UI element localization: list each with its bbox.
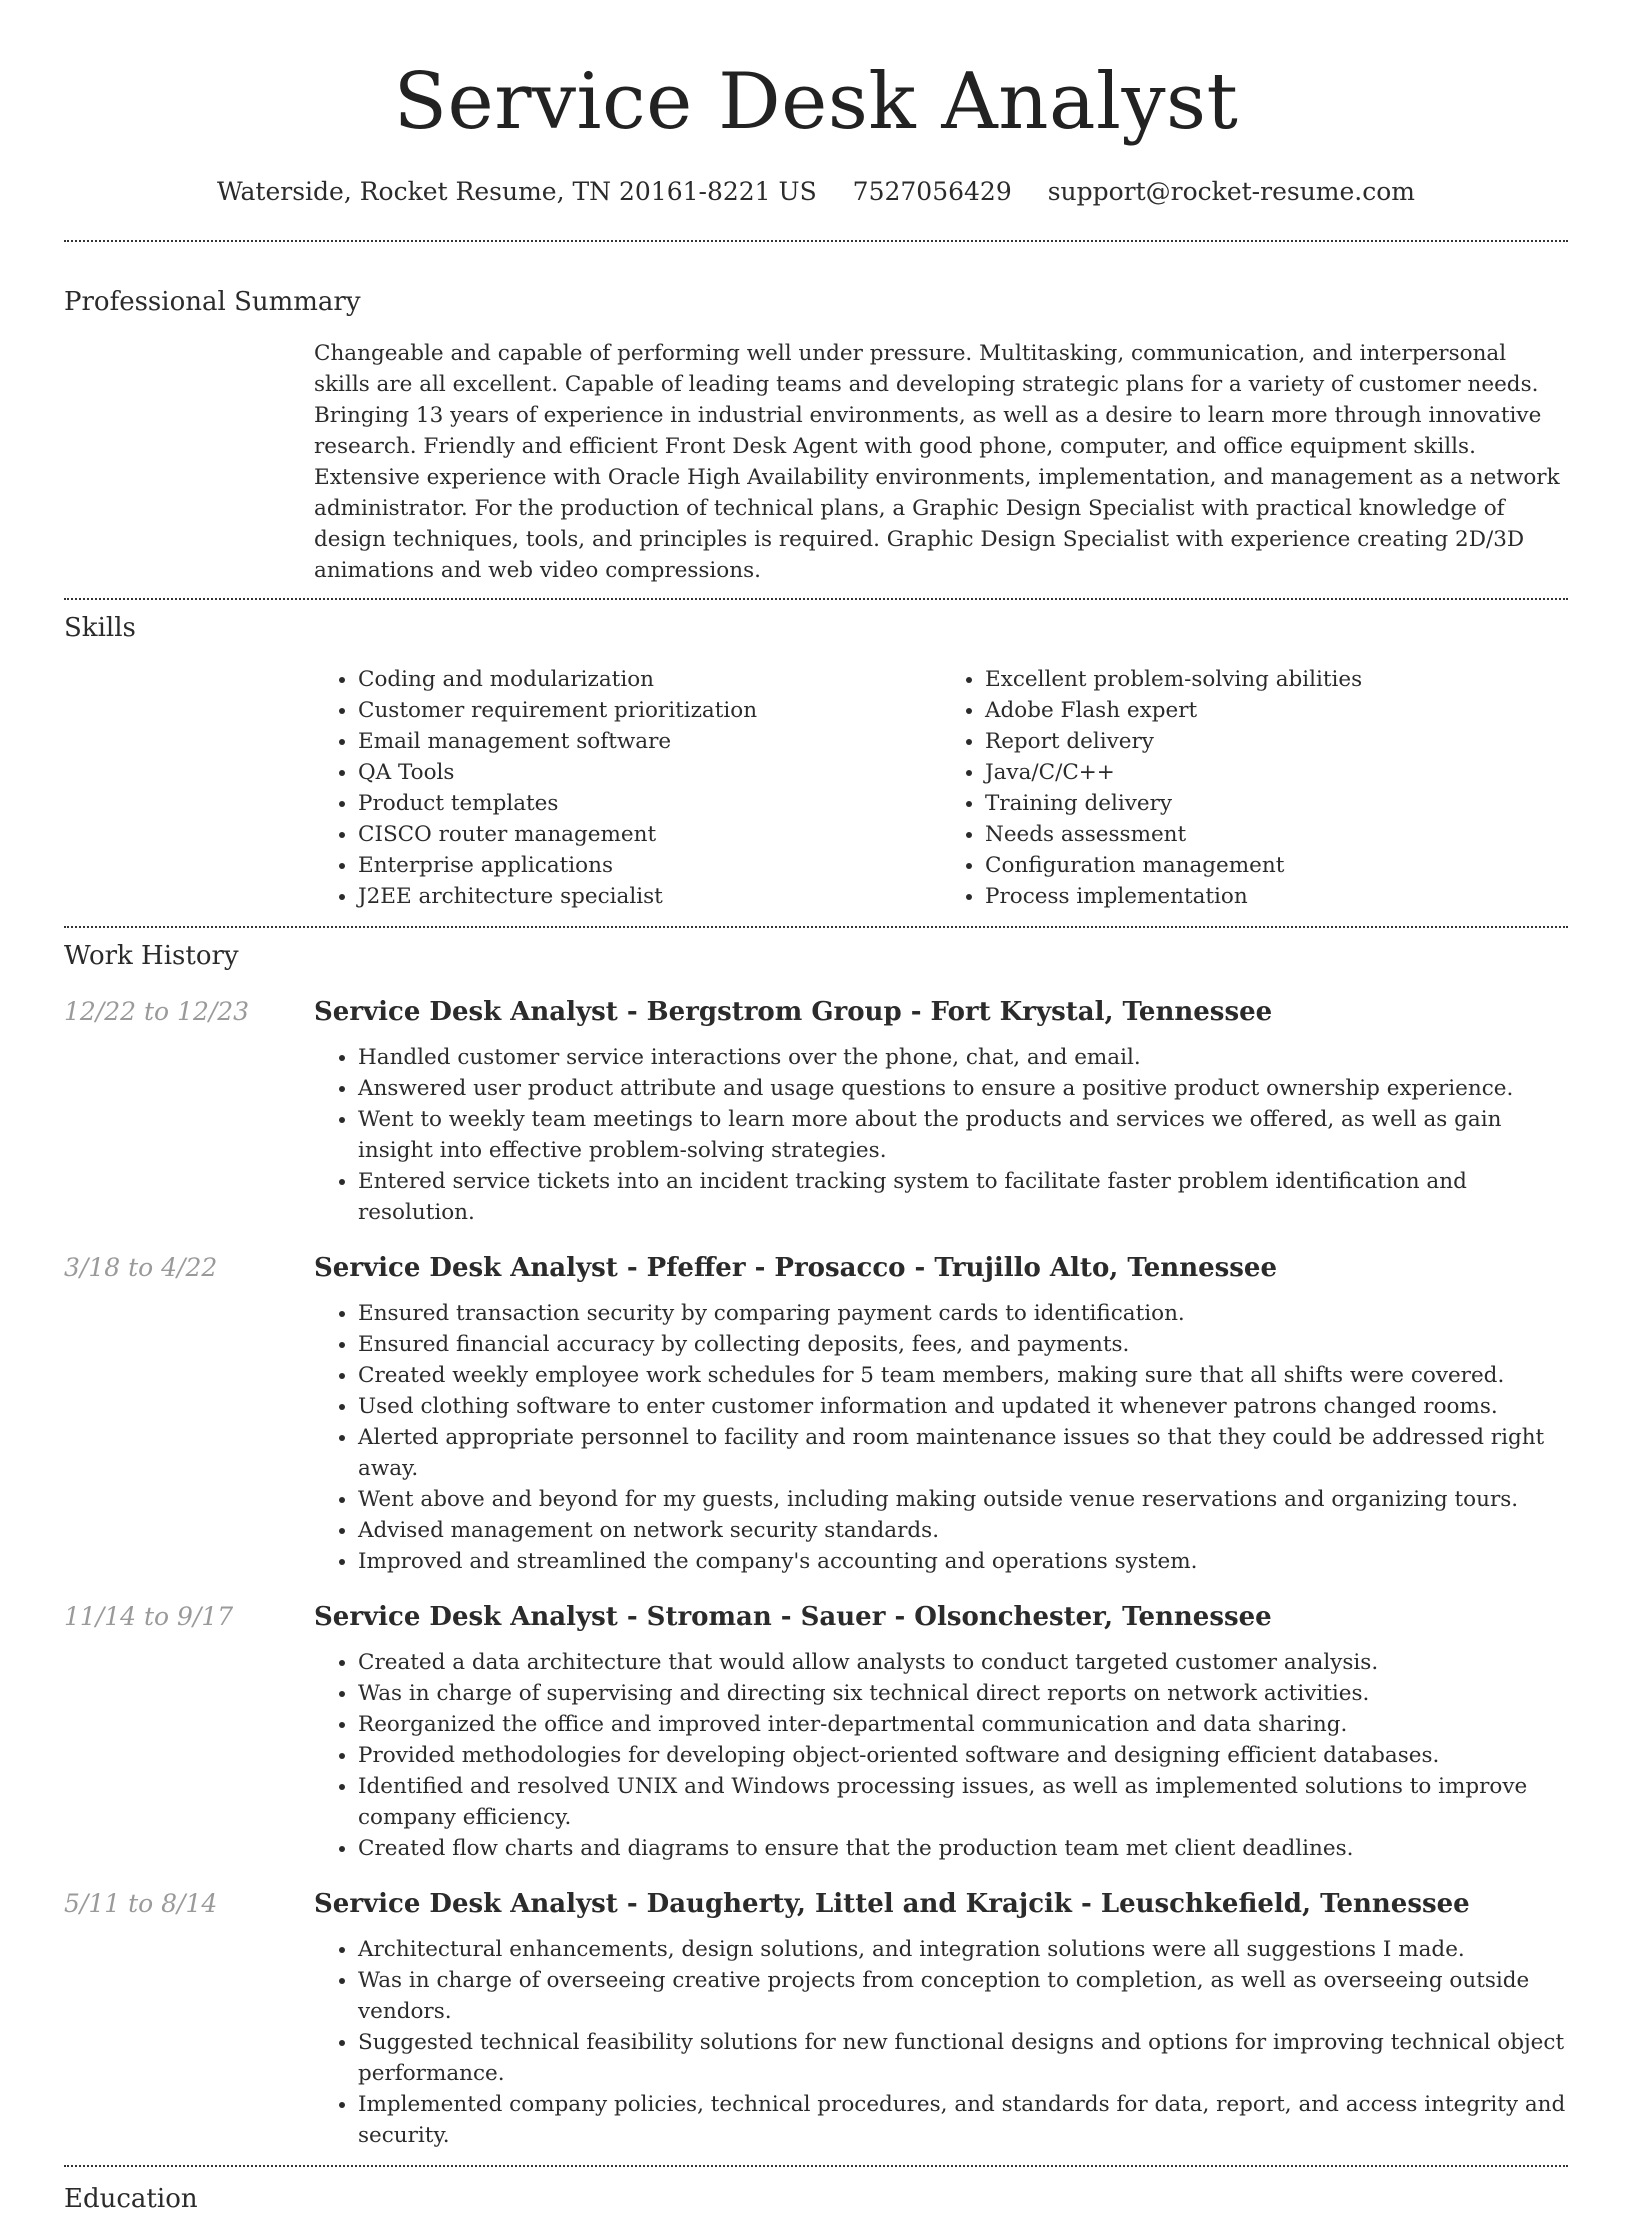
resume-name: Service Desk Analyst xyxy=(393,57,1239,147)
job-bullet: • Reorganized the office and improved inter-departmental communication and data sharing. xyxy=(358,1709,1568,1740)
job-entry xyxy=(64,1597,1568,1864)
education-section xyxy=(64,2181,1568,2217)
summary-heading: Professional Summary xyxy=(64,287,361,317)
skill-item: • Enterprise applications xyxy=(358,850,941,881)
job-bullet: • Was in charge of overseeing creative projects from conception to completion, as well as overseeing outside vendors. xyxy=(358,1965,1568,2027)
work-section xyxy=(64,938,1568,2151)
job-dates: 3/18 to 4/22 xyxy=(64,1253,218,1282)
skill-item: • Adobe Flash expert xyxy=(985,695,1568,726)
skills-column-right xyxy=(941,664,1568,912)
resume-page xyxy=(64,0,1568,2217)
job-body xyxy=(314,1597,1568,1864)
skill-item: • Product templates xyxy=(358,788,941,819)
job-bullet: • Created a data architecture that would allow analysts to conduct targeted customer analysis. xyxy=(358,1647,1568,1678)
job-bullet: • Implemented company policies, technical procedures, and standards for data, report, and access integrity and security. xyxy=(358,2089,1568,2151)
skill-item: • Configuration management xyxy=(985,850,1568,881)
skill-item: • Process implementation xyxy=(985,881,1568,912)
job-bullet: • Identified and resolved UNIX and Windows processing issues, as well as implemented solutions to improve company efficiency. xyxy=(358,1771,1568,1833)
contact-line xyxy=(64,172,1568,212)
skill-item: • Excellent problem-solving abilities xyxy=(985,664,1568,695)
work-heading: Work History xyxy=(64,941,239,971)
job-bullet: • Handled customer service interactions over the phone, chat, and email. xyxy=(358,1042,1568,1073)
section-divider xyxy=(64,926,1568,928)
education-heading: Education xyxy=(64,2184,198,2214)
skill-item: • Report delivery xyxy=(985,726,1568,757)
skills-column-left xyxy=(314,664,941,912)
skill-item: • Customer requirement prioritization xyxy=(358,695,941,726)
job-body xyxy=(314,1884,1568,2151)
job-bullet: • Architectural enhancements, design solutions, and integration solutions were all suggestions I made. xyxy=(358,1934,1568,1965)
skill-item: • CISCO router management xyxy=(358,819,941,850)
summary-text: Changeable and capable of performing well under pressure. Multitasking, communication, and interpersonal skills are all excellent. Capable of leading teams and developing strategic plans for a variety of customer needs. Bringing 13 years of experience in industrial environments, as well as a desire to learn more through innovative research. Friendly and efficient Front Desk Agent with good phone, computer, and office equipment skills. Extensive experience with Oracle High Availability environments, implementation, and management as a network administrator. For the production of technical plans, a Graphic Design Specialist with practical knowledge of design techniques, tools, and principles is required. Graphic Design Specialist with experience creating 2D/3D animations and web video compressions. xyxy=(314,341,1560,583)
skill-item: • Java/C/C++ xyxy=(985,757,1568,788)
job-bullet: • Went to weekly team meetings to learn more about the products and services we offered, as well as gain insight into effective problem-solving strategies. xyxy=(358,1104,1568,1166)
job-entry xyxy=(64,1248,1568,1577)
job-bullet: • Provided methodologies for developing object-oriented software and designing efficient databases. xyxy=(358,1740,1568,1771)
job-title: Service Desk Analyst - Pfeffer - Prosacco - Trujillo Alto, Tennessee xyxy=(314,1253,1278,1283)
skills-section xyxy=(64,610,1568,912)
job-body xyxy=(314,992,1568,1228)
contact-address: Waterside, Rocket Resume, TN 20161-8221 US xyxy=(216,177,817,206)
job-entry xyxy=(64,1884,1568,2151)
skill-item: • Email management software xyxy=(358,726,941,757)
job-bullet: • Answered user product attribute and usage questions to ensure a positive product ownership experience. xyxy=(358,1073,1568,1104)
skill-item: • Needs assessment xyxy=(985,819,1568,850)
job-bullet: • Created weekly employee work schedules for 5 team members, making sure that all shifts were covered. xyxy=(358,1360,1568,1391)
section-divider xyxy=(64,598,1568,600)
summary-body xyxy=(314,338,1568,586)
section-divider xyxy=(64,2165,1568,2167)
job-bullet: • Entered service tickets into an incident tracking system to facilitate faster problem identification and resolution. xyxy=(358,1166,1568,1228)
job-bullet: • Ensured financial accuracy by collecting deposits, fees, and payments. xyxy=(358,1329,1568,1360)
job-bullets xyxy=(314,1934,1568,2151)
job-bullet: • Was in charge of supervising and directing six technical direct reports on network activities. xyxy=(358,1678,1568,1709)
contact-phone: 7527056429 xyxy=(852,177,1012,206)
job-bullet: • Alerted appropriate personnel to facility and room maintenance issues so that they could be addressed right away. xyxy=(358,1422,1568,1484)
job-bullets xyxy=(314,1042,1568,1228)
job-bullets xyxy=(314,1647,1568,1864)
summary-section xyxy=(64,284,1568,586)
job-bullet: • Improved and streamlined the company's accounting and operations system. xyxy=(358,1546,1568,1577)
job-body xyxy=(314,1248,1568,1577)
job-bullet: • Went above and beyond for my guests, including making outside venue reservations and organizing tours. xyxy=(358,1484,1568,1515)
section-divider xyxy=(64,240,1568,242)
job-dates: 5/11 to 8/14 xyxy=(64,1889,218,1918)
job-dates: 11/14 to 9/17 xyxy=(64,1602,234,1631)
job-bullets xyxy=(314,1298,1568,1577)
contact-email[interactable]: support@rocket-resume.com xyxy=(1047,177,1415,206)
skill-item: • Coding and modularization xyxy=(358,664,941,695)
job-entry xyxy=(64,992,1568,1228)
job-title: Service Desk Analyst - Daugherty, Littel and Krajcik - Leuschkefield, Tennessee xyxy=(314,1889,1470,1919)
job-bullet: • Advised management on network security standards. xyxy=(358,1515,1568,1546)
job-bullet: • Created flow charts and diagrams to ensure that the production team met client deadlines. xyxy=(358,1833,1568,1864)
job-title: Service Desk Analyst - Stroman - Sauer - Olsonchester, Tennessee xyxy=(314,1602,1272,1632)
job-bullet: • Ensured transaction security by comparing payment cards to identification. xyxy=(358,1298,1568,1329)
skill-item: • QA Tools xyxy=(358,757,941,788)
skill-item: • Training delivery xyxy=(985,788,1568,819)
skill-item: • J2EE architecture specialist xyxy=(358,881,941,912)
skills-list xyxy=(314,664,1568,912)
skills-heading: Skills xyxy=(64,613,136,643)
job-title: Service Desk Analyst - Bergstrom Group - Fort Krystal, Tennessee xyxy=(314,997,1273,1027)
job-bullet: • Suggested technical feasibility solutions for new functional designs and options for improving technical object performance. xyxy=(358,2027,1568,2089)
job-bullet: • Used clothing software to enter customer information and updated it whenever patrons changed rooms. xyxy=(358,1391,1568,1422)
job-dates: 12/22 to 12/23 xyxy=(64,997,250,1026)
